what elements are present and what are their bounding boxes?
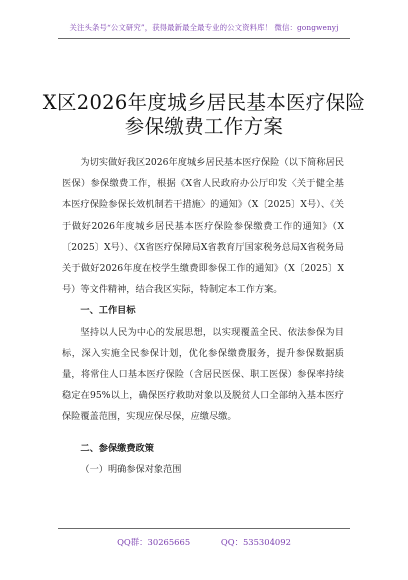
footer-qq-group: QQ群：30265665 (117, 537, 191, 547)
footer-contact (0, 536, 408, 548)
section-2-heading: 二、参保缴费政策 (80, 442, 154, 454)
footer-divider (58, 528, 350, 529)
intro-paragraph: 为切实做好我区2026年度城乡居民基本医疗保险（以下简称居民医保）参保缴费工作，根据《X省人民政府办公厅印发〈关于健全基本医疗保险参保长效机制若干措施〉的通知》（X〔2025〕X号）、《关于做好2026年度城乡居民基本医疗保险参保缴费工作的通知》（X〔2025〕X号）、《X省医疗保障局X省教育厅国家税务总局X省税务局关于做好2026年度在校学生缴费即参保工作的通知》（X〔2025〕X号）等文件精神，结合我区实际，特制定本工作方案。 (62, 157, 344, 296)
subsection-1-heading: （一）明确参保对象范围 (80, 463, 182, 475)
section-1-heading: 一、工作目标 (80, 305, 136, 317)
header-divider (58, 38, 350, 39)
footer-qq: QQ：535304092 (220, 537, 291, 547)
document-title: X区2026年度城乡居民基本医疗保险参保缴费工作方案 (42, 91, 366, 139)
document-body (62, 152, 344, 480)
header-promo-note: 关注头条号“公文研究”，获得最新最全最专业的公文资料库！ 微信：gongwenyj (69, 23, 339, 32)
section-1-paragraph: 坚持以人民为中心的发展思想，以实现覆盖全民、依法参保为目标，深入实施全民参保计划，优化参保缴费服务，提升参保数据质量，将常住人口基本医疗保险（含居民医保、职工医保）参保率持续稳定在95%以上，确保医疗救助对象以及脱贫人口全部纳入基本医疗保险覆盖范围，实现应保尽保，应缴尽缴。 (62, 326, 344, 423)
